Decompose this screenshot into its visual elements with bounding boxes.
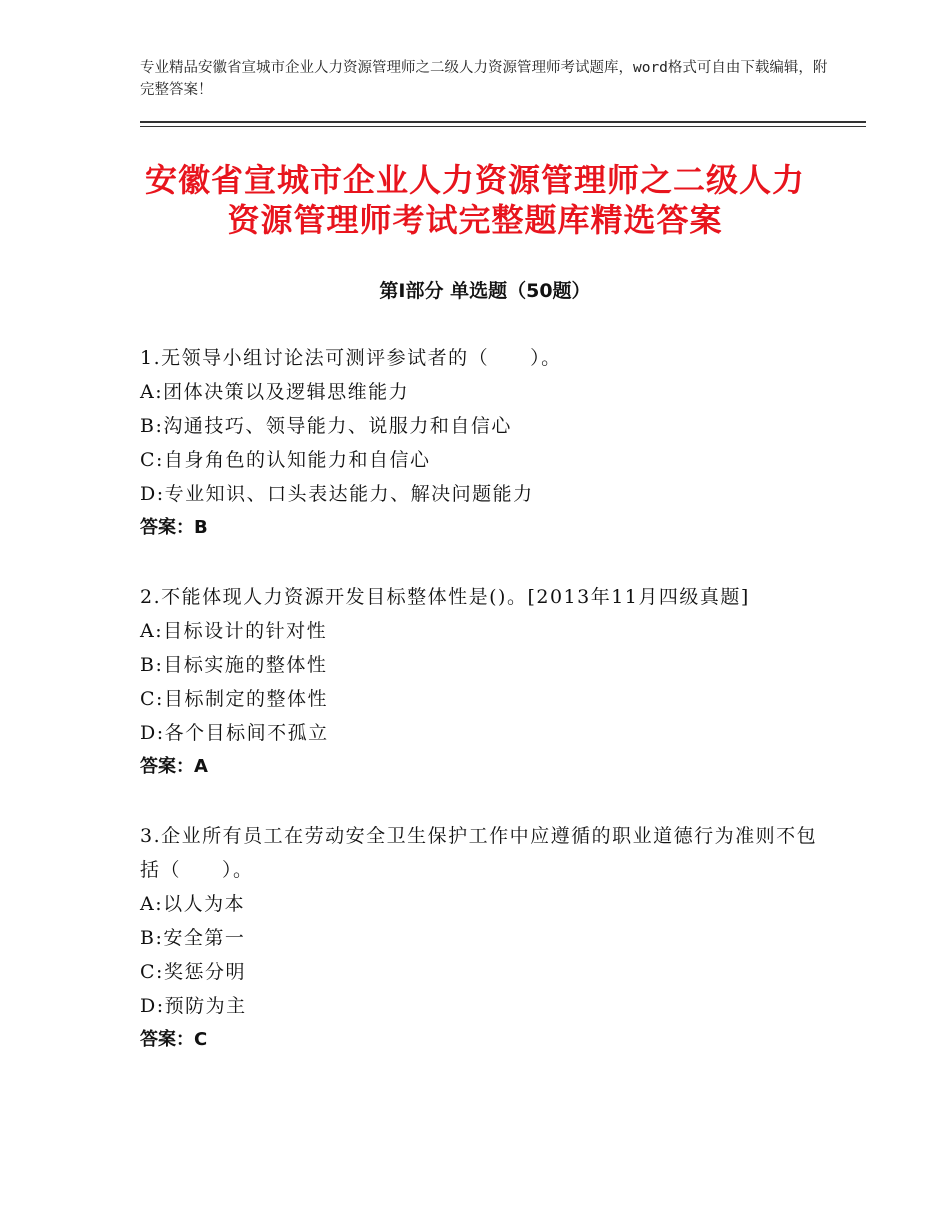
header-rule-thin [140,126,866,127]
option-b: B:安全第一 [140,927,246,949]
answer: 答案：B [140,517,208,538]
option-d: D:预防为主 [140,995,247,1017]
option-c: C:奖惩分明 [140,961,246,983]
option-d: D:各个目标间不孤立 [140,722,329,744]
answer: 答案：C [140,1029,208,1050]
question-stem: 1.无领导小组讨论法可测评参试者的（ ）。 [140,347,562,369]
option-a: A:团体决策以及逻辑思维能力 [140,381,410,403]
option-c: C:自身角色的认知能力和自信心 [140,449,431,471]
question-1 [140,341,820,545]
option-c: C:目标制定的整体性 [140,688,328,710]
header-rule-thick [140,121,866,123]
option-b: B:目标实施的整体性 [140,654,328,676]
option-b: B:沟通技巧、领导能力、说服力和自信心 [140,415,512,437]
section-title: 第Ⅰ部分 单选题（50题） [379,280,591,302]
question-stem: 2.不能体现人力资源开发目标整体性是()。[2013年11月四级真题] [140,586,750,608]
option-a: A:以人为本 [140,893,246,915]
header-note: 专业精品安徽省宣城市企业人力资源管理师之二级人力资源管理师考试题库，word格式可自由下载编辑，附完整答案！ [140,60,828,98]
answer: 答案：A [140,756,208,777]
question-stem: 3.企业所有员工在劳动安全卫生保护工作中应遵循的职业道德行为准则不包括（ ）。 [140,825,818,881]
option-d: D:专业知识、口头表达能力、解决问题能力 [140,483,534,505]
document-title: 安徽省宣城市企业人力资源管理师之二级人力资源管理师考试完整题库精选答案 [144,161,805,239]
question-3 [140,819,820,1057]
option-a: A:目标设计的针对性 [140,620,328,642]
question-2 [140,580,820,784]
